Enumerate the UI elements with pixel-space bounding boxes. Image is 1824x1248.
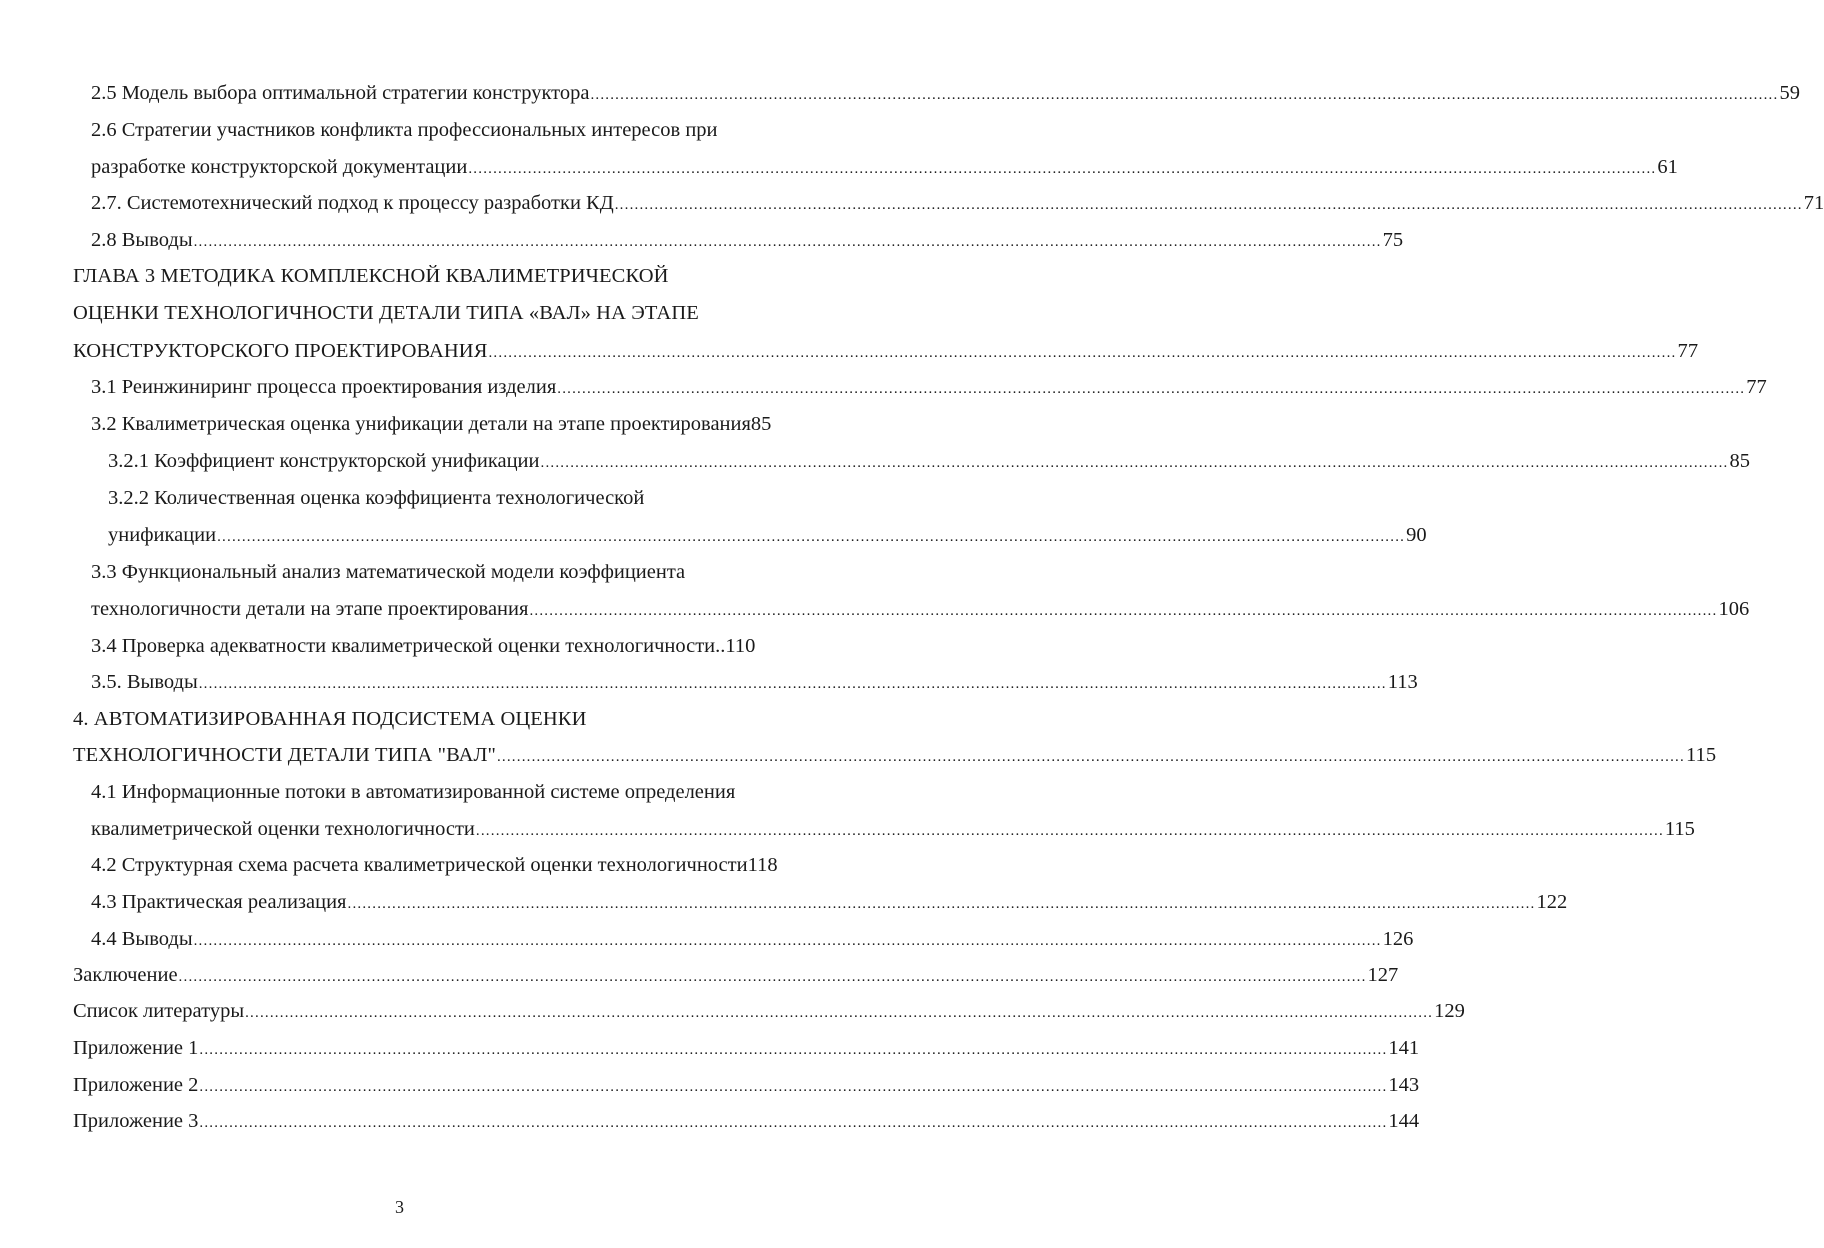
toc-leader-dots: [468, 156, 1656, 182]
toc-entry-2-6-line1: 2.6 Стратегии участников конфликта профессиональных интересов при: [91, 119, 718, 141]
toc-entry-page: 129: [1434, 1000, 1465, 1022]
toc-entry-title: КОНСТРУКТОРСКОГО ПРОЕКТИРОВАНИЯ: [73, 340, 488, 362]
toc-entry-4-4: [91, 926, 1414, 952]
toc-entry-2-7: [91, 190, 1824, 216]
toc-chapter-3-line2: ОЦЕНКИ ТЕХНОЛОГИЧНОСТИ ДЕТАЛИ ТИПА «ВАЛ» НА ЭТАПЕ: [73, 302, 699, 324]
toc-entry-page: 110: [725, 635, 756, 657]
toc-entry-page: 90: [1406, 524, 1427, 546]
toc-chapter-4: [73, 742, 1717, 768]
toc-entry-bibliography: [73, 998, 1465, 1024]
toc-entry-page: 115: [1685, 744, 1717, 766]
toc-entry-appendix-3: [73, 1108, 1420, 1134]
toc-leader-dots: [245, 1000, 1433, 1026]
toc-leader-dots: [194, 229, 1382, 255]
toc-entry-page: 122: [1536, 891, 1568, 913]
toc-entry-3-5: [91, 669, 1418, 695]
toc-entry-4-2: [91, 852, 778, 878]
toc-leader-dots: [615, 192, 1803, 218]
toc-entry-4-1: [91, 816, 1695, 842]
toc-entry-title: Список литературы: [73, 1000, 245, 1022]
toc-chapter-3-line1: ГЛАВА 3 МЕТОДИКА КОМПЛЕКСНОЙ КВАЛИМЕТРИЧЕСКОЙ: [73, 265, 669, 287]
toc-leader-dots: [199, 671, 1387, 697]
toc-chapter-4-line1: 4. АВТОМАТИЗИРОВАННАЯ ПОДСИСТЕМА ОЦЕНКИ: [73, 708, 587, 730]
toc-entry-2-6: [91, 154, 1678, 180]
toc-entry-page: 144: [1388, 1110, 1420, 1132]
toc-chapter-3: [73, 338, 1699, 364]
toc-entry-title: Приложение 2: [73, 1074, 199, 1096]
toc-entry-3-3-line1: 3.3 Функциональный анализ математической модели коэффициента: [91, 561, 686, 583]
toc-entry-title: ТЕХНОЛОГИЧНОСТИ ДЕТАЛИ ТИПА "ВАЛ": [73, 744, 496, 766]
toc-entry-title: квалиметрической оценки технологичности: [91, 818, 475, 840]
toc-entry-page: 143: [1388, 1074, 1420, 1096]
page-number: 3: [395, 1197, 404, 1217]
toc-entry-page: 77: [1746, 376, 1767, 398]
toc-leader-dots: [541, 450, 1729, 476]
toc-entry-title: 4.3 Практическая реализация: [91, 891, 347, 913]
toc-entry-page: 118: [747, 854, 778, 876]
toc-entry-title: Приложение 1: [73, 1037, 199, 1059]
toc-entry-page: 115: [1664, 818, 1695, 840]
toc-leader-dots: [497, 744, 1685, 770]
toc-entry-title: 3.5. Выводы: [91, 671, 198, 693]
toc-entry-title: 2.8 Выводы: [91, 229, 193, 251]
toc-leader-dots: [348, 891, 1536, 917]
toc-entry-3-1: [91, 374, 1767, 400]
toc-entry-3-3: [91, 596, 1750, 622]
toc-entry-2-8: [91, 227, 1404, 253]
toc-entry-title: 3.2 Квалиметрическая оценка унификации детали на этапе проектирования: [91, 413, 751, 435]
toc-entry-title: 2.5 Модель выбора оптимальной стратегии конструктора: [91, 82, 590, 104]
toc-entry-3-2-1: [108, 448, 1750, 474]
toc-entry-title: разработке конструкторской документации: [91, 156, 468, 178]
toc-entry-page: 85: [1729, 450, 1750, 472]
toc-entry-title: унификации: [108, 524, 217, 546]
toc-entry-title: Приложение 3: [73, 1110, 199, 1132]
toc-leader-dots: [529, 598, 1717, 624]
toc-entry-3-4: [91, 633, 756, 659]
toc-entry-page: 106: [1718, 598, 1750, 620]
toc-entry-4-3: [91, 889, 1568, 915]
toc-entry-page: 75: [1382, 229, 1404, 251]
toc-entry-title: 2.7. Системотехнический подход к процессу разработки КД: [91, 192, 614, 214]
toc-leader-dots: [557, 376, 1745, 402]
toc-entry-page: 77: [1677, 340, 1699, 362]
toc-leader-dots: [199, 1037, 1387, 1063]
toc-entry-title: 3.4 Проверка адекватности квалиметрической оценки технологичности: [91, 635, 716, 657]
toc-entry-3-2-2: [108, 522, 1427, 548]
toc-entry-title: технологичности детали на этапе проектирования: [91, 598, 529, 620]
toc-entry-page: 113: [1387, 671, 1418, 693]
toc-entry-4-1-line1: 4.1 Информационные потоки в автоматизированной системе определения: [91, 781, 736, 803]
toc-entry-appendix-2: [73, 1072, 1420, 1098]
toc-leader-dots: [217, 524, 1405, 550]
toc-entry-page: 141: [1388, 1037, 1420, 1059]
toc-entry-conclusion: [73, 962, 1399, 988]
toc-entry-title: 3.2.1 Коэффициент конструкторской унификации: [108, 450, 540, 472]
toc-entry-appendix-1: [73, 1035, 1420, 1061]
toc-leader-dots: [488, 340, 1676, 366]
toc-entry-title: 4.4 Выводы: [91, 928, 193, 950]
toc-entry-page: 71: [1803, 192, 1824, 214]
toc-leader-dots: [199, 1074, 1387, 1100]
toc-entry-3-2: [91, 411, 772, 437]
toc-entry-page: 61: [1657, 156, 1678, 178]
toc-entry-page: 126: [1382, 928, 1414, 950]
toc-entry-title: 3.1 Реинжиниринг процесса проектирования изделия: [91, 376, 557, 398]
toc-leader-dots: [179, 964, 1367, 990]
toc-entry-title: 4.2 Структурная схема расчета квалиметрической оценки технологичности: [91, 854, 748, 876]
toc-leader-dots-short: ..: [715, 635, 726, 657]
toc-leader-dots: [194, 928, 1382, 954]
toc-entry-title: Заключение: [73, 964, 178, 986]
toc-leader-dots: [590, 82, 1778, 108]
toc-entry-page: 59: [1779, 82, 1800, 104]
toc-entry-3-2-2-line1: 3.2.2 Количественная оценка коэффициента технологической: [108, 487, 645, 509]
toc-entry-page: 127: [1367, 964, 1399, 986]
toc-leader-dots: [199, 1110, 1387, 1136]
toc-entry-page: 85: [750, 413, 772, 435]
toc-entry-2-5: [91, 80, 1800, 106]
toc-leader-dots: [476, 818, 1664, 844]
